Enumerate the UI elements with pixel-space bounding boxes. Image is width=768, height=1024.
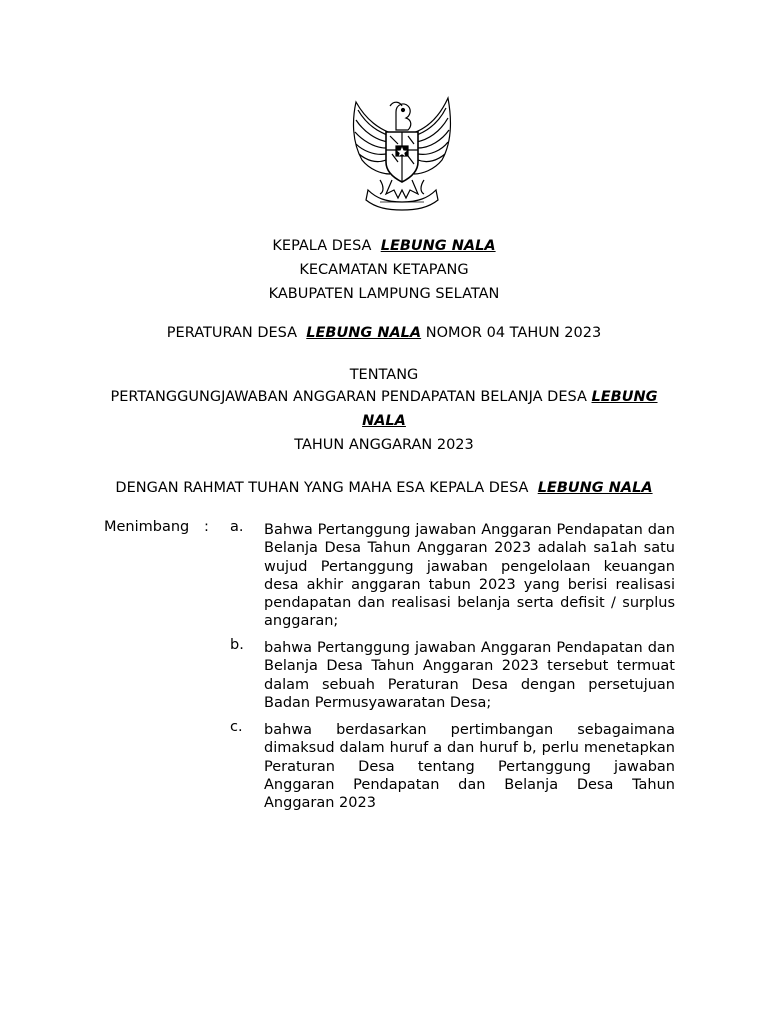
considering-item: bahwa Pertanggung jawaban Anggaran Pendapatan dan Belanja Desa Tahun Anggaran 2023 tersebut termuat dalam sebuah Peraturan Desa dengan persetujuan Badan Permusyawaratan Desa; bbox=[264, 640, 675, 711]
village-name: LEBUNG NALA bbox=[306, 325, 422, 341]
title-subject: PERTANGGUNGJAWABAN ANGGARAN PENDAPATAN BELANJA DESA bbox=[110, 389, 587, 405]
item-letter: a. bbox=[230, 519, 244, 535]
header-line-regency: KABUPATEN LAMPUNG SELATAN bbox=[268, 286, 500, 302]
item-letter: b. bbox=[230, 637, 244, 653]
considering-label: Menimbang bbox=[104, 519, 190, 535]
regulation-prefix: PERATURAN DESA bbox=[166, 325, 298, 341]
header-prefix: KEPALA DESA bbox=[272, 238, 372, 254]
preamble-text: DENGAN RAHMAT TUHAN YANG MAHA ESA KEPALA DESA bbox=[115, 480, 529, 496]
header-line-district: KECAMATAN KETAPANG bbox=[299, 262, 469, 278]
considering-colon: : bbox=[204, 519, 209, 535]
village-name: LEBUNG NALA bbox=[537, 480, 653, 496]
considering-item: Bahwa Pertanggung jawaban Anggaran Pendapatan dan Belanja Desa Tahun Anggaran 2023 adalah sa1ah satu wujud Pertanggung jawaban pengelolaan keuangan desa akhir anggaran tabun 2023 yang berisi realisasi pendapatan dan realisasi belanja serta defisit / surplus anggaran; bbox=[264, 522, 675, 630]
tentang-heading: TENTANG bbox=[349, 367, 419, 383]
regulation-suffix: NOMOR 04 TAHUN 2023 bbox=[425, 325, 602, 341]
village-name: LEBUNG NALA bbox=[380, 238, 496, 254]
considering-item: bahwa berdasarkan pertimbangan sebagaimana dimaksud dalam huruf a dan huruf b, perlu menetapkan Peraturan Desa tentang Pertanggung jawaban Anggaran Pendapatan dan Belanja Desa Tahun Anggaran 2023 bbox=[264, 722, 675, 812]
fiscal-year-line: TAHUN ANGGARAN 2023 bbox=[294, 437, 474, 453]
item-letter: c. bbox=[230, 719, 243, 735]
village-name: LEBUNG NALA bbox=[362, 389, 658, 429]
